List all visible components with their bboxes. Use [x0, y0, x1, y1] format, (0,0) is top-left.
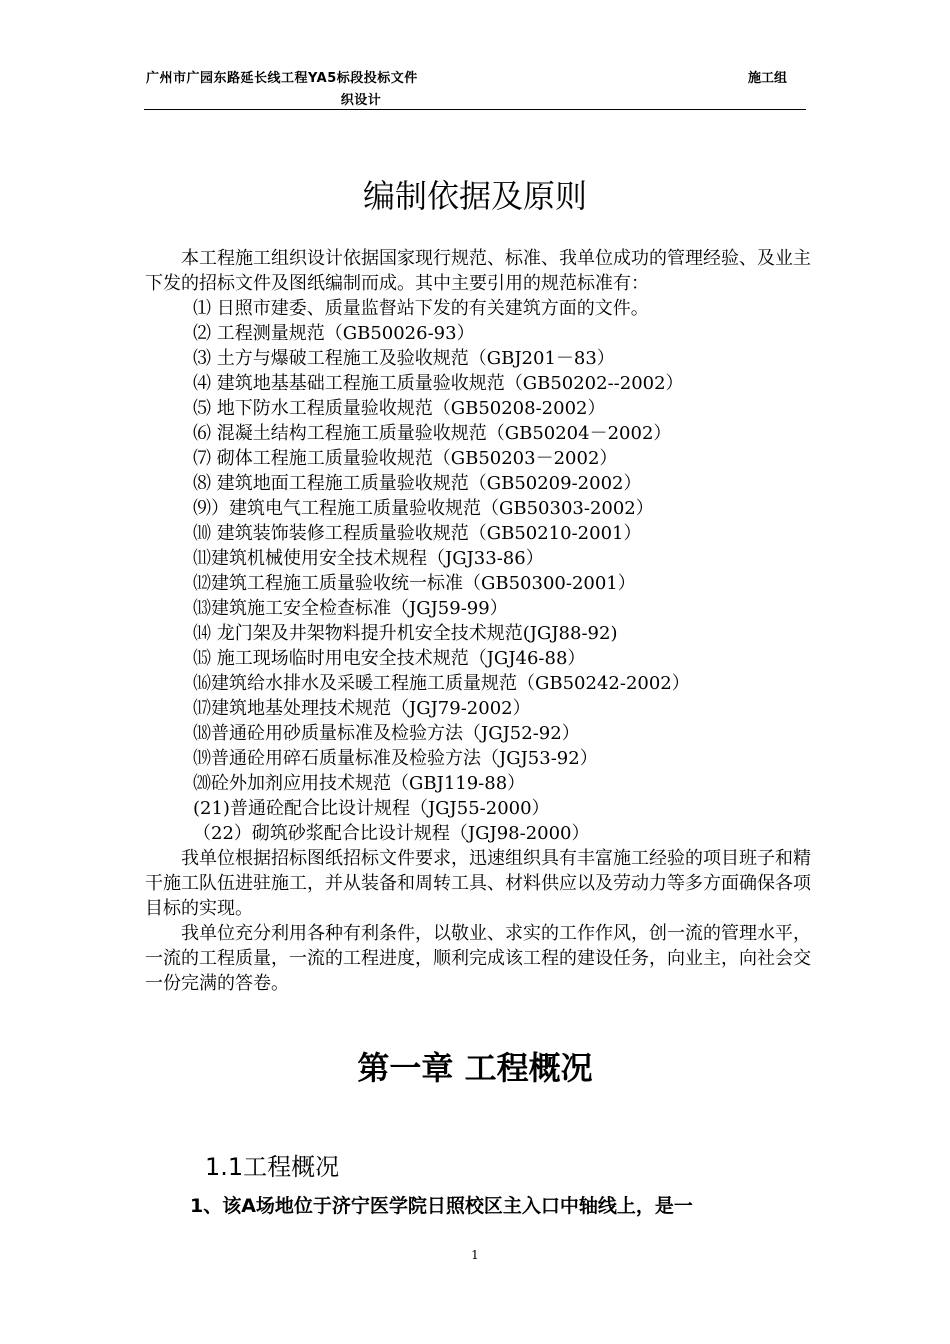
list-item: ⒁ 龙门架及井架物料提升机安全技术规范(JGJ88-92) [193, 623, 618, 644]
list-item: ⒀建筑施工安全检查标准（JGJ59-99） [193, 598, 508, 619]
list-item: ⒃建筑给水排水及采暖工程施工质量规范（GB50242-2002） [193, 673, 690, 694]
list-item: （22）砌筑砂浆配合比设计规程（JGJ98-2000） [193, 823, 590, 844]
list-item: ⑴ 日照市建委、质量监督站下发的有关建筑方面的文件。 [193, 298, 649, 319]
overview-first-line: 1、该A场地位于济宁医学院日照校区主入口中轴线上，是一 [190, 1195, 693, 1217]
list-item: ⑾建筑机械使用安全技术规程（JGJ33-86） [193, 548, 544, 569]
list-item: ⒆普通砼用碎石质量标准及检验方法（JGJ53-92） [193, 748, 598, 769]
list-item: ⒇砼外加剂应用技术规范（GBJ119-88） [193, 773, 526, 794]
intro-paragraph: 本工程施工组织设计依据国家现行规范、标准、我单位成功的管理经验、及业主下发的招标文件及图纸编制而成。其中主要引用的规范标准有： [145, 248, 811, 294]
list-item: ⑿建筑工程施工质量验收统一标准（GB50300-2001） [193, 573, 636, 594]
list-item: ⑻ 建筑地面工程施工质量验收规范（GB50209-2002） [193, 473, 642, 494]
header-right-text: 施工组 [748, 71, 788, 86]
list-item: ⒄建筑地基处理技术规范（JGJ79-2002） [193, 698, 531, 719]
header-title-line2: 织设计 [340, 93, 382, 108]
document-body [145, 246, 815, 996]
section-title: 编制依据及原则 [362, 177, 587, 215]
header-title [146, 68, 556, 112]
resources-paragraph: 我单位根据招标图纸招标文件要求，迅速组织具有丰富施工经验的项目班子和精干施工队伍进驻施工，并从装备和周转工具、材料供应以及劳动力等多方面确保各项目标的实现。 [145, 848, 811, 919]
list-item: ⑵ 工程测量规范（GB50026-93） [193, 323, 475, 344]
list-item: ⑺ 砌体工程施工质量验收规范（GB50203－2002） [193, 448, 618, 469]
list-item: ⑸ 地下防水工程质量验收规范（GB50208-2002） [193, 398, 606, 419]
header-title-line1: 广州市广园东路延长线工程YA5标段投标文件 [146, 71, 418, 86]
header-divider [144, 109, 806, 110]
list-item: (21)普通砼配合比设计规程（JGJ55-2000） [193, 798, 550, 819]
list-item: ⑷ 建筑地基基础工程施工质量验收规范（GB50202--2002） [193, 373, 684, 394]
standards-list [145, 296, 815, 846]
list-item: ⒅普通砼用砂质量标准及检验方法（JGJ52-92） [193, 723, 580, 744]
subsection-title: 1.1工程概况 [205, 1153, 340, 1181]
list-item: ⑽ 建筑装饰装修工程质量验收规范（GB50210-2001） [193, 523, 642, 544]
chapter-title: 第一章 工程概况 [357, 1049, 593, 1087]
list-item: ⑼）建筑电气工程施工质量验收规范（GB50303-2002） [193, 498, 654, 519]
list-item: ⒂ 施工现场临时用电安全技术规范（JGJ46-88） [193, 648, 586, 669]
commitment-paragraph: 我单位充分利用各种有利条件，以敬业、求实的工作作风，创一流的管理水平，一流的工程质量，一流的工程进度，顺利完成该工程的建设任务，向业主，向社会交一份完满的答卷。 [145, 923, 811, 994]
page-number: 1 [471, 1248, 479, 1262]
list-item: ⑹ 混凝土结构工程施工质量验收规范（GB50204－2002） [193, 423, 672, 444]
list-item: ⑶ 土方与爆破工程施工及验收规范（GBJ201－83） [193, 348, 615, 369]
